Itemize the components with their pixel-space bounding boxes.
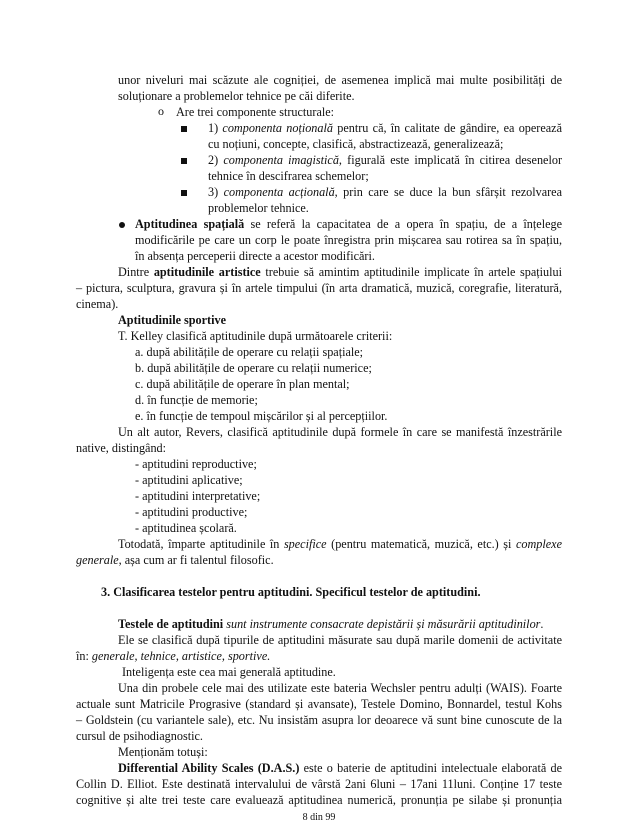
- section-heading: 3. Clasificarea testelor pentru aptitudini. Specificul testelor de aptitudini.: [101, 585, 481, 599]
- text-line: Un alt autor, Revers, clasifică aptitudinile după formele în care se manifestă înzestrările: [118, 425, 562, 439]
- text-line: cursul de psihodiagnostic.: [76, 729, 203, 743]
- text-line: native, distingând:: [76, 441, 167, 455]
- list-item: e. în funcție de tempoul mișcărilor și al percepțiilor.: [135, 409, 388, 423]
- text-line: Inteligența este cea mai generală aptitudine.: [122, 665, 336, 679]
- circle-bullet-icon: o: [158, 104, 164, 118]
- text-line: 2) componenta imagistică, figurală este implicată în citirea desenelor: [208, 153, 562, 167]
- list-item: - aptitudini interpretative;: [135, 489, 261, 503]
- text-line: Differential Ability Scales (D.A.S.) este o baterie de aptitudini intelectuale elaborată de: [118, 761, 562, 775]
- square-bullet-icon: [181, 126, 187, 132]
- list-item: c. după abilitățile de operare în plan mental;: [135, 377, 350, 391]
- list-item: - aptitudini reproductive;: [135, 457, 257, 471]
- section-heading: Aptitudinile sportive: [118, 313, 227, 327]
- list-item: d. în funcție de memorie;: [135, 393, 258, 407]
- text-line: cognitive și alte trei teste care evaluează aptitudinea numerică, pronunția pe silabe și pronunția: [76, 793, 562, 807]
- round-bullet-icon: [119, 222, 125, 228]
- text-line: T. Kelley clasifică aptitudinile după următoarele criterii:: [118, 329, 393, 343]
- list-item: b. după abilitățile de operare cu relații numerice;: [135, 361, 372, 375]
- text-line: Testele de aptitudini sunt instrumente consacrate depistării și măsurării aptitudinilor.: [118, 617, 544, 631]
- list-item: a. după abilitățile de operare cu relații spațiale;: [135, 345, 364, 359]
- text-line: cu noțiuni, concepte, clasifică, abstractizează, generalizează;: [208, 137, 504, 151]
- text-line: 3) componenta acțională, prin care se duce la bun sfârșit rezolvarea: [208, 185, 562, 199]
- list-item: - aptitudini productive;: [135, 505, 248, 519]
- page-number: 8 din 99: [302, 812, 336, 823]
- text-line: modificările pe care un corp le poate înregistra prin mișcarea sau rotirea sa în spațiu,: [135, 233, 562, 247]
- text-line: Una din probele cele mai des utilizate este bateria Wechsler pentru adulți (WAIS). Foarte: [118, 681, 562, 695]
- text-line: – pictura, sculptura, gravura și în artele timpului (în arta dramatică, muzică, coregrafie, literatură,: [76, 281, 562, 295]
- text-line: Aptitudinea spațială se referă la capacitatea de a opera în spațiu, de a înțelege: [135, 217, 562, 231]
- text-line: Collin D. Elliot. Este destinată intervalului de vârstă 2ani 6luni – 17ani 11luni. Conține 17 teste: [76, 777, 562, 791]
- text-line: actuale sunt Matricile Prograsive (standard și avansate), Testele Domino, Bonnardel, testul Kohs: [76, 697, 562, 711]
- text-line: Dintre aptitudinile artistice trebuie să amintim aptitudinile implicate în artele spațiului: [118, 265, 563, 279]
- text-line: în absența perceperii directe a acestor modificări.: [135, 249, 375, 263]
- text-line: problemelor tehnice.: [208, 201, 309, 215]
- text-line: cinema).: [76, 297, 119, 311]
- text-line: 1) componenta noțională pentru că, în calitate de gândire, ea operează: [208, 121, 562, 135]
- text-line: Are trei componente structurale:: [176, 105, 335, 119]
- list-item: - aptitudini aplicative;: [135, 473, 243, 487]
- text-line: soluționare a problemelor tehnice pe căi diferite.: [118, 89, 355, 103]
- square-bullet-icon: [181, 190, 187, 196]
- text-line: tehnice în descifrarea schemelor;: [208, 169, 369, 183]
- text-line: generale, așa cum ar fi talentul filosofic.: [76, 553, 274, 567]
- text-line: Totodată, împarte aptitudinile în specifice (pentru matematică, muzică, etc.) și complexe: [118, 537, 562, 551]
- text-line: Menționăm totuși:: [118, 745, 208, 759]
- text-line: unor niveluri mai scăzute ale cogniției, de asemenea implică mai multe posibilități de: [118, 73, 562, 87]
- text-line: în: generale, tehnice, artistice, sportive.: [76, 649, 271, 663]
- list-item: - aptitudinea școlară.: [135, 521, 237, 535]
- text-line: Ele se clasifică după tipurile de aptitudini măsurate sau după marile domenii de activitate: [118, 633, 562, 647]
- square-bullet-icon: [181, 158, 187, 164]
- text-line: – Goldstein (cu variantele sale), etc. Nu insistăm asupra lor deoarece vă sunt bine cunoscute de la: [76, 713, 562, 727]
